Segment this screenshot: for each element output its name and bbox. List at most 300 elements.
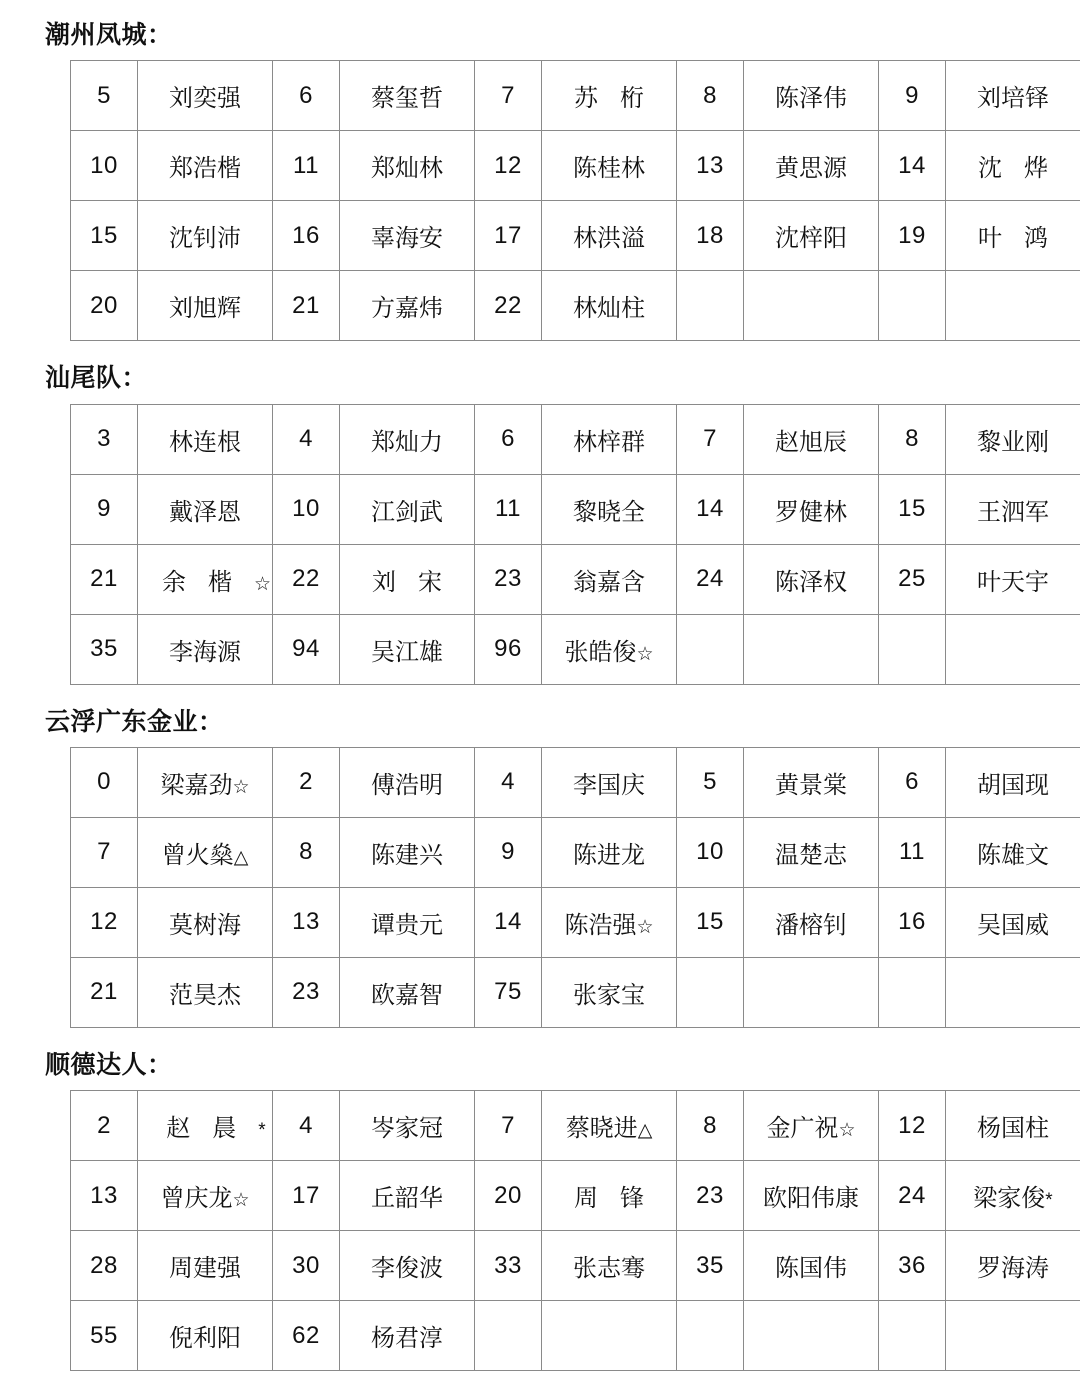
player-name: 罗海涛 — [977, 1255, 1049, 1282]
player-number-cell — [677, 404, 744, 474]
player-name: 陈进龙 — [573, 841, 645, 869]
player-name: 范昊杰 — [169, 981, 241, 1009]
player-name: 胡国现 — [977, 771, 1049, 799]
player-number-cell — [273, 1301, 340, 1371]
player-name-cell — [138, 887, 273, 957]
player-name-cell — [340, 887, 475, 957]
player-name: 倪利阳 — [169, 1325, 241, 1352]
table-row — [71, 1231, 1080, 1301]
player-name: 李海源 — [169, 638, 241, 666]
player-number: 20 — [494, 1181, 522, 1209]
player-name: 刘培铎 — [977, 85, 1049, 113]
player-name: 刘旭辉 — [169, 295, 241, 323]
player-number: 6 — [501, 425, 515, 452]
player-name-cell — [138, 747, 273, 817]
player-marker: * — [258, 1120, 266, 1141]
player-name-cell — [340, 1161, 475, 1231]
player-number: 8 — [703, 1111, 717, 1139]
player-number: 36 — [898, 1251, 926, 1279]
player-number: 11 — [495, 495, 521, 522]
player-number-cell — [677, 1231, 744, 1301]
player-name: 杨国柱 — [977, 1115, 1049, 1142]
player-name-cell — [542, 271, 677, 341]
player-name: 辜海安 — [371, 225, 443, 253]
player-number-cell — [71, 747, 138, 817]
player-name: 江剑武 — [371, 498, 443, 526]
player-number: 9 — [905, 81, 919, 109]
player-number: 17 — [292, 1181, 320, 1209]
player-name: 叶鸿 — [978, 225, 1070, 253]
player-name-cell — [542, 1091, 677, 1161]
player-name: 郑浩楷 — [169, 155, 241, 183]
player-name: 张皓俊 — [564, 638, 637, 666]
player-number: 9 — [97, 495, 111, 522]
player-number: 21 — [90, 978, 118, 1006]
player-number: 10 — [292, 495, 320, 522]
player-name-cell — [946, 614, 1080, 684]
player-number: 11 — [899, 838, 925, 866]
player-marker: ☆ — [232, 776, 250, 798]
player-number-cell — [273, 817, 340, 887]
player-name-cell — [340, 957, 475, 1027]
player-number: 55 — [90, 1321, 118, 1349]
player-number-cell — [475, 201, 542, 271]
player-number-cell — [71, 1161, 138, 1231]
player-name: 梁嘉劲 — [160, 771, 233, 799]
table-row — [71, 1091, 1080, 1161]
player-number-cell — [71, 957, 138, 1027]
player-number: 4 — [299, 1111, 313, 1139]
player-number: 4 — [299, 425, 313, 452]
player-name-cell — [946, 817, 1080, 887]
player-name-cell — [340, 201, 475, 271]
team-section — [0, 707, 1080, 1050]
team-section — [0, 1050, 1080, 1390]
player-name: 郑灿力 — [371, 428, 443, 456]
player-name-cell — [744, 887, 879, 957]
player-name: 黄景棠 — [775, 771, 847, 799]
player-name-cell — [946, 957, 1080, 1027]
player-name-cell — [946, 1301, 1080, 1371]
player-name: 温楚志 — [775, 841, 847, 869]
player-number-cell — [677, 614, 744, 684]
player-name-cell — [138, 1161, 273, 1231]
player-number: 14 — [494, 908, 522, 936]
player-number: 2 — [97, 1111, 111, 1139]
player-name-cell — [946, 1161, 1080, 1231]
player-name: 张家宝 — [573, 981, 645, 1009]
player-number-cell — [879, 544, 946, 614]
player-name-cell — [542, 957, 677, 1027]
player-name-cell — [744, 1161, 879, 1231]
player-number: 16 — [292, 221, 320, 249]
player-number-cell — [273, 404, 340, 474]
player-marker: ☆ — [636, 916, 654, 938]
team-section — [0, 20, 1080, 363]
player-name-cell — [744, 957, 879, 1027]
player-number: 3 — [97, 425, 111, 452]
player-name: 周锋 — [574, 1185, 666, 1212]
player-name: 陈雄文 — [977, 841, 1049, 869]
player-number-cell — [71, 404, 138, 474]
player-name: 陈建兴 — [371, 841, 443, 869]
player-number-cell — [273, 1231, 340, 1301]
player-number-cell — [677, 61, 744, 131]
player-name: 余楷 — [162, 568, 254, 596]
player-number-cell — [677, 1301, 744, 1371]
player-name-cell — [542, 887, 677, 957]
player-number-cell — [677, 747, 744, 817]
player-number-cell — [71, 1091, 138, 1161]
player-number-cell — [879, 747, 946, 817]
player-name-cell — [542, 817, 677, 887]
player-name-cell — [138, 544, 273, 614]
player-name-cell — [744, 61, 879, 131]
player-name-cell — [340, 544, 475, 614]
player-number: 33 — [494, 1251, 522, 1279]
player-name: 刘奕强 — [169, 85, 241, 113]
player-number: 5 — [97, 81, 111, 109]
player-number-cell — [475, 614, 542, 684]
table-row — [71, 544, 1080, 614]
table-row — [71, 887, 1080, 957]
table-row — [71, 614, 1080, 684]
player-number-cell — [475, 747, 542, 817]
player-name: 吴国威 — [977, 911, 1049, 939]
player-name: 欧阳伟康 — [763, 1185, 859, 1212]
player-number: 8 — [299, 838, 313, 866]
player-name-cell — [138, 1231, 273, 1301]
player-name: 方嘉炜 — [371, 295, 443, 323]
player-number: 94 — [292, 635, 320, 662]
player-name-cell — [340, 131, 475, 201]
player-name: 欧嘉智 — [371, 981, 443, 1009]
player-marker: △ — [233, 846, 249, 868]
player-name: 陈浩强 — [564, 911, 637, 939]
player-number: 7 — [97, 838, 111, 866]
player-number-cell — [677, 271, 744, 341]
section-spacer — [0, 341, 1080, 363]
player-number-cell — [475, 404, 542, 474]
player-name: 张志骞 — [573, 1255, 645, 1282]
player-number: 6 — [905, 768, 919, 796]
player-number-cell — [677, 201, 744, 271]
player-number: 62 — [292, 1321, 320, 1349]
player-number: 13 — [696, 151, 724, 179]
team-title: 潮州凤城： — [45, 21, 173, 49]
player-name: 林梓群 — [573, 428, 645, 456]
team-section — [0, 363, 1080, 706]
player-number-cell — [677, 131, 744, 201]
player-number-cell — [475, 957, 542, 1027]
player-number: 23 — [292, 978, 320, 1006]
player-number-cell — [273, 747, 340, 817]
player-name: 李俊波 — [371, 1255, 443, 1282]
player-name-cell — [138, 614, 273, 684]
player-number-cell — [273, 61, 340, 131]
player-name-cell — [340, 1091, 475, 1161]
player-number-cell — [677, 1091, 744, 1161]
player-number-cell — [71, 61, 138, 131]
player-name: 陈泽权 — [775, 568, 847, 596]
player-number-cell — [879, 1301, 946, 1371]
player-marker: * — [1045, 1190, 1053, 1211]
player-name: 莫树海 — [169, 911, 241, 939]
player-number: 7 — [501, 1111, 515, 1139]
player-number: 24 — [696, 565, 724, 592]
player-number-cell — [879, 1231, 946, 1301]
player-name-cell — [744, 1231, 879, 1301]
table-row — [71, 131, 1080, 201]
player-number: 12 — [898, 1111, 926, 1139]
player-number: 96 — [494, 635, 522, 662]
player-number-cell — [879, 271, 946, 341]
player-number-cell — [71, 887, 138, 957]
player-number: 8 — [905, 425, 919, 452]
player-name: 王泗军 — [977, 498, 1049, 526]
player-number-cell — [273, 271, 340, 341]
player-name-cell — [744, 201, 879, 271]
player-number-cell — [475, 544, 542, 614]
player-name-cell — [138, 1301, 273, 1371]
player-name-cell — [946, 1091, 1080, 1161]
player-marker: △ — [637, 1120, 653, 1141]
player-name: 杨君淳 — [371, 1325, 443, 1352]
player-number: 15 — [898, 495, 926, 522]
player-name-cell — [542, 1301, 677, 1371]
player-marker: ☆ — [254, 573, 272, 595]
player-name-cell — [946, 404, 1080, 474]
player-number-cell — [475, 1301, 542, 1371]
player-number: 8 — [703, 81, 717, 109]
player-number-cell — [677, 474, 744, 544]
player-name-cell — [138, 817, 273, 887]
player-number: 19 — [898, 221, 926, 249]
player-number: 20 — [90, 291, 118, 319]
player-number-cell — [879, 1161, 946, 1231]
player-name: 赵旭辰 — [775, 428, 847, 456]
player-name: 叶天宇 — [977, 568, 1049, 596]
player-name-cell — [744, 404, 879, 474]
player-name: 曾火燊 — [161, 841, 234, 869]
player-number-cell — [677, 817, 744, 887]
roster-table — [70, 1090, 1080, 1371]
player-name: 梁家俊 — [973, 1185, 1046, 1212]
player-number: 2 — [299, 768, 313, 796]
player-number-cell — [879, 474, 946, 544]
player-name-cell — [542, 1231, 677, 1301]
player-name: 林灿柱 — [573, 295, 645, 323]
player-name: 潘榕钊 — [775, 911, 847, 939]
player-name: 金广祝 — [766, 1115, 839, 1142]
player-number: 75 — [494, 978, 522, 1006]
player-name: 赵晨 — [166, 1115, 259, 1142]
player-name-cell — [946, 271, 1080, 341]
section-spacer — [0, 685, 1080, 707]
player-name-cell — [946, 131, 1080, 201]
player-name: 蔡玺哲 — [371, 85, 443, 113]
player-number-cell — [879, 887, 946, 957]
player-name-cell — [138, 131, 273, 201]
player-name: 蔡晓进 — [565, 1115, 638, 1142]
player-number-cell — [71, 614, 138, 684]
player-number: 30 — [292, 1251, 320, 1279]
player-number-cell — [71, 1301, 138, 1371]
player-number-cell — [677, 887, 744, 957]
player-number: 35 — [696, 1251, 724, 1279]
player-number: 13 — [90, 1181, 118, 1209]
player-name-cell — [340, 271, 475, 341]
player-number: 10 — [696, 838, 724, 866]
player-number-cell — [879, 817, 946, 887]
player-number-cell — [475, 1231, 542, 1301]
player-name-cell — [946, 887, 1080, 957]
player-name-cell — [542, 201, 677, 271]
team-title: 顺德达人： — [45, 1050, 173, 1079]
player-marker: ☆ — [232, 1190, 250, 1211]
player-name: 郑灿林 — [371, 155, 443, 183]
player-name-cell — [542, 747, 677, 817]
player-number: 14 — [898, 151, 926, 179]
player-number: 22 — [494, 291, 522, 319]
team-title: 汕尾队： — [45, 364, 148, 393]
roster-table — [70, 404, 1080, 685]
player-number-cell — [879, 131, 946, 201]
player-name: 陈桂林 — [573, 155, 645, 183]
sections-container — [0, 20, 1080, 1390]
player-number: 35 — [90, 635, 118, 662]
player-name-cell — [340, 614, 475, 684]
player-number-cell — [273, 474, 340, 544]
player-name: 沈梓阳 — [775, 225, 847, 253]
player-name: 黎业刚 — [977, 428, 1049, 456]
player-name-cell — [340, 1231, 475, 1301]
player-name: 陈国伟 — [775, 1255, 847, 1282]
player-name: 刘宋 — [372, 568, 464, 596]
player-name-cell — [138, 404, 273, 474]
player-number: 21 — [292, 291, 320, 319]
player-name: 曾庆龙 — [160, 1185, 233, 1212]
player-number-cell — [879, 957, 946, 1027]
section-spacer — [0, 1371, 1080, 1390]
player-name-cell — [744, 131, 879, 201]
player-name-cell — [340, 61, 475, 131]
player-number: 21 — [90, 565, 118, 592]
player-number: 15 — [696, 908, 724, 936]
player-number: 25 — [898, 565, 926, 592]
player-name: 沈钊沛 — [169, 225, 241, 253]
player-number-cell — [273, 1161, 340, 1231]
player-number: 16 — [898, 908, 926, 936]
player-number-cell — [475, 817, 542, 887]
player-number: 7 — [703, 425, 717, 452]
player-number: 12 — [494, 151, 522, 179]
player-name: 罗健林 — [775, 498, 847, 526]
table-row — [71, 404, 1080, 474]
player-name: 李国庆 — [573, 771, 645, 799]
player-name-cell — [138, 957, 273, 1027]
player-name-cell — [340, 817, 475, 887]
table-row — [71, 271, 1080, 341]
roster-table — [70, 60, 1080, 341]
player-marker: ☆ — [636, 643, 654, 665]
player-number: 13 — [292, 908, 320, 936]
player-number-cell — [273, 957, 340, 1027]
player-number: 6 — [299, 81, 313, 109]
player-number-cell — [273, 544, 340, 614]
player-number-cell — [71, 474, 138, 544]
player-number: 5 — [703, 768, 717, 796]
player-name-cell — [542, 544, 677, 614]
player-name-cell — [138, 271, 273, 341]
player-number-cell — [475, 474, 542, 544]
player-number-cell — [273, 887, 340, 957]
player-name: 林连根 — [169, 428, 241, 456]
player-name-cell — [138, 201, 273, 271]
player-number-cell — [273, 131, 340, 201]
player-name-cell — [946, 544, 1080, 614]
player-name: 吴江雄 — [371, 638, 443, 666]
player-number-cell — [71, 131, 138, 201]
player-number-cell — [273, 614, 340, 684]
player-name: 谭贵元 — [371, 911, 443, 939]
player-number-cell — [879, 61, 946, 131]
player-name-cell — [946, 747, 1080, 817]
player-number-cell — [475, 1091, 542, 1161]
player-name: 翁嘉含 — [573, 568, 645, 596]
player-number-cell — [71, 1231, 138, 1301]
player-name: 苏桁 — [574, 85, 666, 113]
player-number-cell — [273, 201, 340, 271]
player-number-cell — [677, 544, 744, 614]
roster-table — [70, 747, 1080, 1028]
player-name-cell — [946, 474, 1080, 544]
player-number: 11 — [293, 151, 319, 179]
player-name: 岑家冠 — [371, 1115, 443, 1142]
player-name-cell — [542, 404, 677, 474]
player-number-cell — [71, 271, 138, 341]
player-name: 傅浩明 — [371, 771, 443, 799]
section-spacer — [0, 1028, 1080, 1050]
player-number-cell — [677, 1161, 744, 1231]
team-title: 云浮广东金业： — [45, 707, 224, 736]
table-row — [71, 201, 1080, 271]
player-number-cell — [273, 1091, 340, 1161]
player-name-cell — [744, 1091, 879, 1161]
player-number-cell — [475, 271, 542, 341]
player-number: 14 — [696, 495, 724, 522]
player-number: 17 — [494, 221, 522, 249]
player-number: 23 — [494, 565, 522, 592]
player-number-cell — [879, 614, 946, 684]
player-name-cell — [946, 201, 1080, 271]
player-number-cell — [475, 887, 542, 957]
player-name-cell — [340, 404, 475, 474]
player-name-cell — [542, 1161, 677, 1231]
player-number: 22 — [292, 565, 320, 592]
player-name: 丘韶华 — [371, 1185, 443, 1212]
player-number: 10 — [90, 151, 118, 179]
player-number: 24 — [898, 1181, 926, 1209]
player-name-cell — [744, 1301, 879, 1371]
player-number: 0 — [97, 768, 111, 796]
player-number: 23 — [696, 1181, 724, 1209]
player-name-cell — [138, 61, 273, 131]
player-name: 林洪溢 — [573, 225, 645, 253]
player-number: 4 — [501, 768, 515, 796]
table-row — [71, 61, 1080, 131]
player-number-cell — [879, 201, 946, 271]
